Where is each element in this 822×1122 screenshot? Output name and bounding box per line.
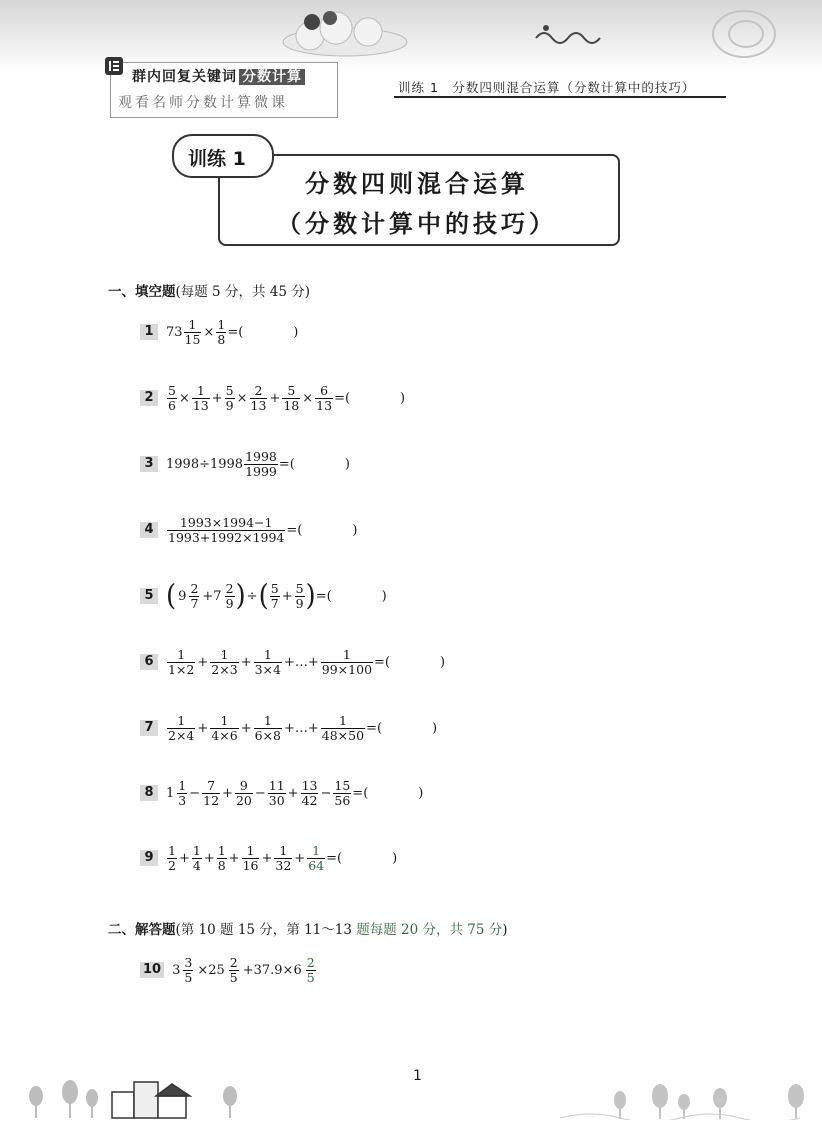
fraction: $\frac{1}{3}$ (178, 777, 187, 808)
decor-doodle (534, 20, 614, 50)
operator: × (236, 390, 248, 406)
footer-village-illustration (20, 1074, 240, 1120)
equals-open: =( (326, 850, 343, 866)
operator: + (261, 850, 273, 866)
close-paren: ) (418, 785, 424, 801)
operator: − (320, 785, 332, 801)
close-paren: ) (344, 456, 350, 472)
operator: + (281, 588, 293, 604)
equals-open: =( (278, 456, 295, 472)
fraction: $\frac{5}{9}$ (225, 382, 234, 413)
operator: + (178, 850, 190, 866)
fraction: $\frac{1}{48\times 50}$ (321, 712, 365, 743)
whole-number: 3 (172, 962, 181, 978)
section-note: ) (502, 922, 508, 938)
operator: + (211, 390, 223, 406)
section-label: 一、填空题 (108, 284, 176, 300)
operator: − (189, 785, 201, 801)
fraction: $\frac{1}{1\times 2}$ (168, 646, 195, 677)
equals-open: =( (334, 390, 351, 406)
close-paren-large: ) (235, 579, 246, 613)
operator: + (197, 720, 209, 736)
fraction: $\frac{1}{99\times 100}$ (321, 646, 373, 677)
page-subtitle: （分数计算中的技巧） (277, 210, 557, 238)
operator: + (197, 654, 209, 670)
book-icon (104, 56, 124, 76)
page-number: 1 (413, 1068, 422, 1084)
section-note: (每题 5 分，共 45 分) (175, 284, 310, 300)
fraction: $\frac{13}{42}$ (301, 777, 318, 808)
fraction: $\frac{2}{5}$ (229, 954, 238, 985)
expression: ×25 (197, 962, 225, 978)
fraction: $\frac{1}{2\times 3}$ (211, 646, 238, 677)
fraction: $\frac{3}{5}$ (184, 954, 193, 985)
section-heading-fill-in (108, 280, 310, 300)
section-note: 题每题 20 分，共 75 分 (356, 922, 503, 938)
fraction: $\frac{1}{4\times 6}$ (211, 712, 238, 743)
qr-instruction-text: 群内回复关键词 (132, 69, 237, 85)
question-4 (140, 514, 358, 545)
ellipsis: +…+ (283, 654, 319, 670)
operator: × (302, 390, 314, 406)
operator: × (203, 324, 215, 340)
question-3 (140, 448, 350, 479)
fraction: $\frac{1}{6\times 8}$ (254, 712, 281, 743)
section-note: (第 10 题 15 分，第 11～13 (175, 922, 357, 938)
fraction: $\frac{6}{13}$ (316, 382, 333, 413)
question-number: 8 (140, 785, 158, 801)
close-paren: ) (293, 324, 299, 340)
question-2 (140, 382, 406, 413)
operator: + (269, 390, 281, 406)
header-rule (394, 96, 726, 98)
fraction: $\frac{7}{12}$ (203, 777, 220, 808)
equals-open: =( (366, 720, 383, 736)
question-number: 3 (140, 456, 158, 472)
open-paren: ( (258, 579, 269, 613)
question-number: 4 (140, 522, 158, 538)
section-heading-solve (108, 918, 508, 938)
question-8 (140, 777, 424, 808)
fraction: $\frac{1}{3\times 4}$ (254, 646, 281, 677)
fraction: $\frac{1}{32}$ (275, 842, 292, 873)
fraction: $\frac{11}{30}$ (268, 777, 285, 808)
question-1 (140, 316, 299, 347)
equals-open: =( (227, 324, 244, 340)
operator: + (240, 720, 252, 736)
operator: + (203, 850, 215, 866)
fraction: $\frac{1}{16}$ (242, 842, 259, 873)
operator: +7 (202, 588, 222, 604)
footer-trees-illustration (560, 1080, 810, 1120)
operator: + (228, 850, 240, 866)
operator: + (240, 654, 252, 670)
fraction: $\frac{1993\times 1994-1}{1993+1992\times 1994}$ (168, 514, 285, 545)
question-number: 6 (140, 654, 158, 670)
question-number: 7 (140, 720, 158, 736)
ellipsis: +…+ (283, 720, 319, 736)
question-7 (140, 712, 438, 743)
open-paren: ( (166, 579, 177, 613)
fraction: $\frac{1998}{1999}$ (245, 448, 277, 479)
qr-subtitle: 观看名师分数计算微课 (118, 95, 288, 111)
expression: 1998÷1998 (166, 456, 244, 472)
operator: − (254, 785, 266, 801)
decor-swirl (728, 20, 764, 48)
fraction: $\frac{1}{2\times 4}$ (168, 712, 195, 743)
fraction: $\frac{1}{2}$ (168, 842, 176, 873)
question-number: 2 (140, 390, 158, 406)
qr-keyword: 分数计算 (239, 69, 305, 85)
question-6 (140, 646, 446, 677)
equals-open: =( (352, 785, 369, 801)
close-paren: ) (392, 850, 398, 866)
fraction: $\frac{2}{13}$ (250, 382, 267, 413)
section-label: 二、解答题 (108, 922, 176, 938)
fraction: $\frac{5}{9}$ (295, 580, 304, 611)
operator: + (294, 850, 306, 866)
question-9 (140, 842, 398, 873)
question-number: 9 (140, 850, 158, 866)
expression: +37.9×6 (242, 962, 302, 978)
fraction: $\frac{1}{8}$ (217, 842, 226, 873)
operator: × (178, 390, 190, 406)
fraction: $\frac{2}{5}$ (306, 954, 315, 985)
question-10 (140, 954, 317, 985)
operator: + (287, 785, 299, 801)
question-5 (140, 579, 387, 613)
running-title: 训练 1 分数四则混合运算（分数计算中的技巧） (398, 80, 696, 95)
equals-open: =( (374, 654, 390, 670)
fraction: $\frac{1}{64}$ (308, 842, 325, 873)
qr-instruction (132, 66, 305, 86)
fraction: $\frac{2}{7}$ (190, 580, 199, 611)
fraction: $\frac{9}{20}$ (235, 777, 252, 808)
question-number: 1 (140, 324, 158, 340)
close-paren: ) (432, 720, 438, 736)
fraction: $\frac{1}{13}$ (192, 382, 209, 413)
operator: + (222, 785, 233, 801)
close-paren: ) (352, 522, 358, 538)
whole-number: 9 (178, 588, 187, 604)
whole-number: 73 (166, 324, 183, 340)
lesson-tab-label: 训练 1 (188, 148, 246, 170)
close-paren-large: ) (305, 579, 316, 613)
fraction: $\frac{5}{18}$ (283, 382, 300, 413)
fraction: $\frac{1}{15}$ (184, 316, 201, 347)
operator: ÷ (246, 588, 258, 604)
equals-open: =( (286, 522, 303, 538)
fraction: $\frac{5}{6}$ (168, 382, 176, 413)
page-title: 分数四则混合运算 (305, 170, 529, 198)
fraction: $\frac{5}{7}$ (270, 580, 279, 611)
equals-open: =( (315, 588, 332, 604)
fraction: $\frac{1}{8}$ (217, 316, 226, 347)
fraction: $\frac{1}{4}$ (192, 842, 201, 873)
close-paren: ) (400, 390, 406, 406)
close-paren: ) (440, 654, 446, 670)
question-number: 5 (140, 588, 158, 604)
close-paren: ) (381, 588, 387, 604)
cloud-cartoon-illustration (270, 6, 420, 62)
fraction: $\frac{2}{9}$ (225, 580, 234, 611)
fraction: $\frac{15}{56}$ (334, 777, 351, 808)
question-number: 10 (140, 962, 164, 978)
whole-number: 1 (166, 785, 175, 801)
